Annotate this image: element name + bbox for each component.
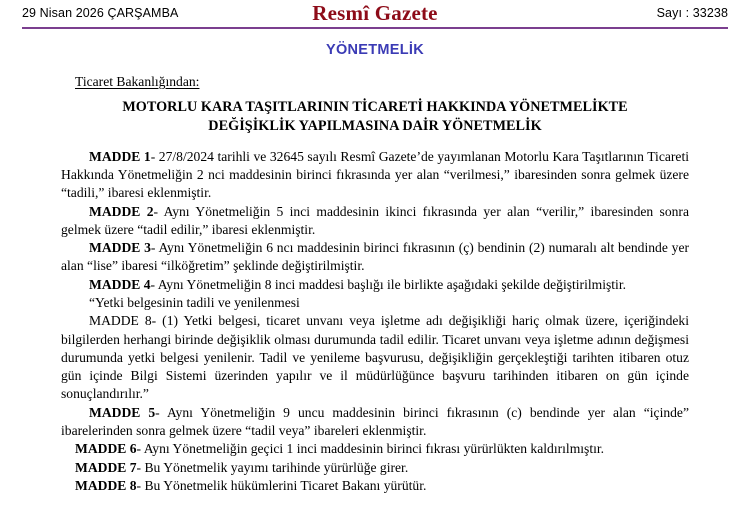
- article-text: - Aynı Yönetmeliğin 6 ncı maddesinin birinci fıkrasının (ç) bendinin (2) numaralı alt bendinde yer alan “lise” ibaresi “ilköğretim” şeklinde değiştirilmiştir.: [61, 240, 689, 274]
- gazette-name: Resmî Gazete: [312, 1, 438, 25]
- article-label: MADDE 8: [75, 477, 137, 493]
- article-paragraph: [61, 440, 689, 458]
- article-paragraph: [61, 276, 689, 294]
- article-text: - Aynı Yönetmeliğin geçici 1 inci maddesinin birinci fıkrası yürürlükten kaldırılmıştır.: [136, 441, 605, 457]
- article-label: MADDE 5: [89, 404, 156, 420]
- regulation-title: [80, 98, 670, 136]
- article-paragraph: [61, 404, 689, 441]
- article-label: MADDE 1: [89, 148, 151, 164]
- article-label: MADDE 3: [89, 240, 151, 256]
- issue-number: Sayı : 33238: [656, 6, 728, 20]
- article-paragraph: [61, 459, 689, 477]
- quoted-article-text: (1) Yetki belgesi, ticaret unvanı veya işletme adı değişikliği hariç olmak üzere, içeriğindeki bilgilerden herhangi birinde değişiklik olması durumunda tadil edilir. Ticaret unvanı veya işletme adının değişmesi durumunda yetki belgesi yenilenir. Tadil ve yenileme başvurusu, değişikliğin gerçekleştiği tarihten itibaren otuz gün içinde Bilgi Sistemi üzerinden yapılır ve il müdürlüğünce başvuru tarihinden itibaren on gün içinde sonuçlandırılır.”: [61, 313, 689, 402]
- masthead-divider: [22, 27, 728, 29]
- section-heading: YÖNETMELİK: [325, 42, 425, 58]
- publication-date: 29 Nisan 2026 ÇARŞAMBA: [22, 6, 179, 20]
- article-text: - Bu Yönetmelik hükümlerini Ticaret Bakanı yürütür.: [136, 477, 427, 493]
- article-paragraph: [61, 203, 689, 240]
- article-paragraph: [61, 477, 689, 495]
- regulation-title-line-1: MOTORLU KARA TAŞITLARININ TİCARETİ HAKKINDA YÖNETMELİKTE: [122, 99, 628, 115]
- document-body: [61, 58, 689, 495]
- masthead: [0, 0, 750, 26]
- regulation-title-line-2: DEĞİŞİKLİK YAPILMASINA DAİR YÖNETMELİK: [208, 117, 542, 134]
- quoted-article-label: MADDE 8-: [89, 313, 157, 329]
- article-text: - 27/8/2024 tarihli ve 32645 sayılı Resmî Gazete’de yayımlanan Motorlu Kara Taşıtlarının Ticareti Hakkında Yönetmeliğin 2 nci maddesinin birinci fıkrasında yer alan “verilmesi,” ibaresinden sonra gelmek üzere “tadili,” ibaresi eklenmiştir.: [61, 148, 689, 201]
- issuing-authority-label: Ticaret Bakanlığından:: [75, 74, 200, 89]
- article-text: - Aynı Yönetmeliğin 8 inci maddesi başlığı ile birlikte aşağıdaki şekilde değiştirilmiştir.: [150, 276, 627, 292]
- quoted-heading: [61, 294, 689, 312]
- article-text: - Aynı Yönetmeliğin 9 uncu maddesinin birinci fıkrasının (c) bendinde yer alan “içinde” ibarelerinden sonra gelmek üzere “tadil veya” ibareleri eklenmiştir.: [61, 404, 690, 438]
- article-text: - Aynı Yönetmeliğin 5 inci maddesinin ikinci fıkrasında yer alan “verilir,” ibaresinden sonra gelmek üzere “tadil edilir,” ibaresi eklenmiştir.: [61, 203, 689, 237]
- issuing-authority: [75, 74, 689, 90]
- article-label: MADDE 2: [89, 203, 154, 219]
- article-paragraph: [61, 239, 689, 276]
- quoted-article-paragraph: [61, 312, 689, 403]
- article-paragraph: [61, 148, 689, 203]
- article-label: MADDE 6: [75, 441, 137, 457]
- article-label: MADDE 4: [89, 276, 151, 292]
- article-label: MADDE 7: [75, 459, 137, 475]
- article-text: - Bu Yönetmelik yayımı tarihinde yürürlüğe girer.: [136, 459, 409, 475]
- quoted-heading-text: “Yetki belgesinin tadili ve yenilenmesi: [89, 295, 300, 310]
